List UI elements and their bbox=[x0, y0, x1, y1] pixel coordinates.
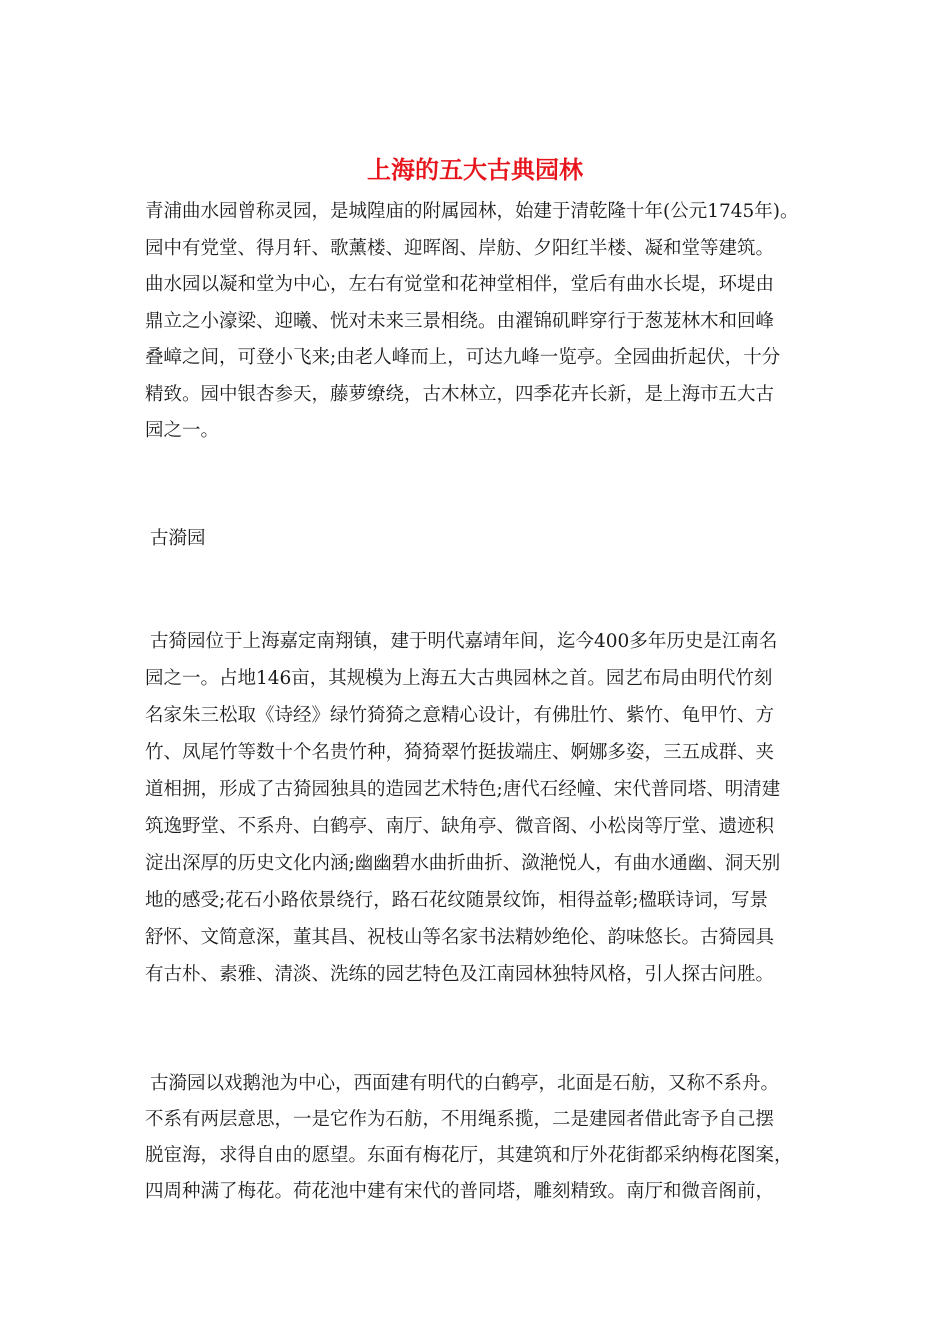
section-heading: 古漪园 bbox=[150, 528, 206, 549]
text-line: 古漪园以戏鹅池为中心，西面建有明代的白鹤亭，北面是石舫，又称不系舟。 bbox=[150, 1073, 780, 1094]
text-line: 脱宦海，求得自由的愿望。东面有梅花厅，其建筑和厅外花街都采纳梅花图案， bbox=[145, 1145, 793, 1166]
text-line: 道相拥，形成了古猗园独具的造园艺术特色;唐代石经幢、宋代普同塔、明清建 bbox=[145, 779, 781, 800]
text-line: 四周种满了梅花。荷花池中建有宋代的普同塔，雕刻精致。南厅和微音阁前， bbox=[145, 1181, 775, 1202]
text-line: 园之一。占地146亩，其规模为上海五大古典园林之首。园艺布局由明代竹刻 bbox=[145, 668, 773, 689]
text-line: 鼎立之小濠梁、迎曦、恍对未来三景相绕。由濯锦矶畔穿行于葱茏林木和回峰 bbox=[145, 311, 775, 332]
text-line: 古猗园位于上海嘉定南翔镇，建于明代嘉靖年间，迄今400多年历史是江南名 bbox=[150, 631, 778, 652]
text-line: 精致。园中银杏参天，藤萝缭绕，古木林立，四季花卉长新，是上海市五大古 bbox=[145, 384, 775, 405]
text-line: 竹、凤尾竹等数十个名贵竹种，猗猗翠竹挺拔端庄、婀娜多姿，三五成群、夹 bbox=[145, 742, 775, 763]
text-line: 园之一。 bbox=[145, 420, 220, 441]
text-line: 淀出深厚的历史文化内涵;幽幽碧水曲折曲折、潋滟悦人，有曲水通幽、洞天别 bbox=[145, 853, 781, 874]
text-line: 青浦曲水园曾称灵园，是城隍庙的附属园林，始建于清乾隆十年(公元1745年)。 bbox=[145, 201, 799, 222]
text-line: 名家朱三松取《诗经》绿竹猗猗之意精心设计，有佛肚竹、紫竹、龟甲竹、方 bbox=[145, 705, 775, 726]
text-line: 叠嶂之间，可登小飞来;由老人峰而上，可达九峰一览亭。全园曲折起伏，十分 bbox=[145, 347, 781, 368]
text-line: 园中有党堂、得月轩、歌薰楼、迎晖阁、岸舫、夕阳红半楼、凝和堂等建筑。 bbox=[145, 238, 775, 259]
text-line: 有古朴、素雅、清淡、洗练的园艺特色及江南园林独特风格，引人探古问胜。 bbox=[145, 964, 775, 985]
text-line: 不系有两层意思，一是它作为石舫，不用绳系揽，二是建园者借此寄予自己摆 bbox=[145, 1109, 775, 1130]
text-line: 地的感受;花石小路依景绕行，路石花纹随景纹饰，相得益彰;楹联诗词，写景 bbox=[145, 890, 768, 911]
document-title: 上海的五大古典园林 bbox=[367, 155, 583, 184]
text-line: 曲水园以凝和堂为中心，左右有觉堂和花神堂相伴，堂后有曲水长堤，环堤由 bbox=[145, 274, 775, 295]
text-line: 舒怀、文简意深，董其昌、祝枝山等名家书法精妙绝伦、韵味悠长。古猗园具 bbox=[145, 927, 775, 948]
text-line: 筑逸野堂、不系舟、白鹤亭、南厅、缺角亭、微音阁、小松岗等厅堂、遗迹积 bbox=[145, 816, 775, 837]
